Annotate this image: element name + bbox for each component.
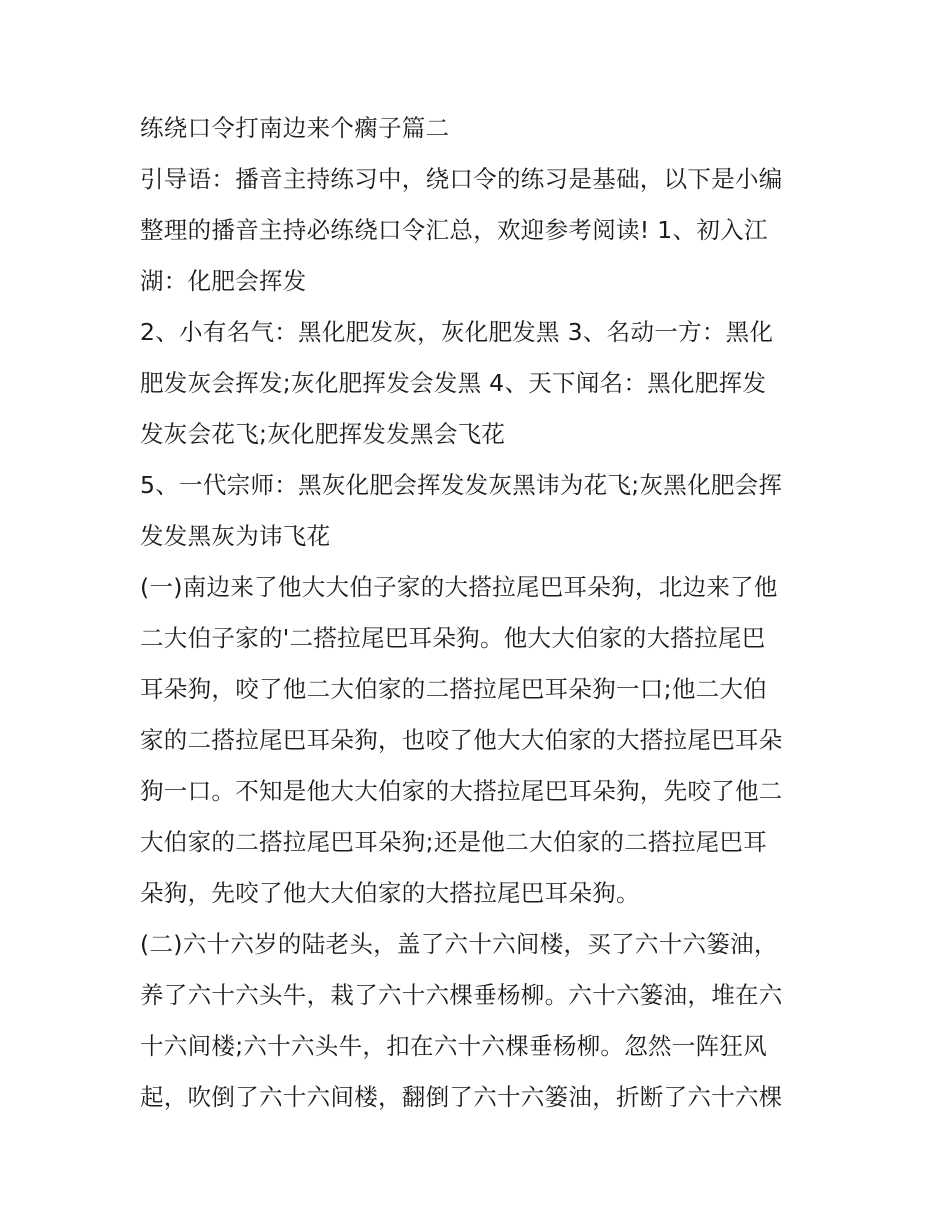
text-line: 肥发灰会挥发;灰化肥挥发会发黑 4、天下闻名：黑化肥挥发 (140, 369, 767, 397)
text-line: 狗一口。不知是他大大伯家的大搭拉尾巴耳朵狗，先咬了他二 (140, 777, 783, 805)
document-body (140, 103, 820, 1123)
text-line: 起，吹倒了六十六间楼，翻倒了六十六篓油，折断了六十六棵 (140, 1083, 783, 1111)
text-line: 二大伯子家的'二搭拉尾巴耳朵狗。他大大伯家的大搭拉尾巴 (140, 624, 766, 652)
text-line: 湖：化肥会挥发 (140, 267, 307, 295)
text-line: 5、一代宗师：黑灰化肥会挥发发灰黑讳为花飞;灰黑化肥会挥 (140, 471, 783, 499)
document-title: 练绕口令打南边来个瘸子篇二 (140, 114, 450, 142)
text-line: 耳朵狗，咬了他二大伯家的二搭拉尾巴耳朵狗一口;他二大伯 (140, 675, 768, 703)
text-line: 整理的播音主持必练绕口令汇总，欢迎参考阅读! 1、初入江 (140, 216, 768, 244)
text-line: (二)六十六岁的陆老头，盖了六十六间楼，买了六十六篓油， (140, 930, 778, 958)
text-line: 朵狗，先咬了他大大伯家的大搭拉尾巴耳朵狗。 (140, 879, 640, 907)
text-line: 引导语：播音主持练习中，绕口令的练习是基础，以下是小编 (140, 165, 783, 193)
text-line: 家的二搭拉尾巴耳朵狗，也咬了他大大伯家的大搭拉尾巴耳朵 (140, 726, 783, 754)
text-line: 养了六十六头牛，栽了六十六棵垂杨柳。六十六篓油，堆在六 (140, 981, 783, 1009)
text-line: 2、小有名气：黑化肥发灰，灰化肥发黑 3、名动一方：黑化 (140, 318, 774, 346)
text-line: (一)南边来了他大大伯子家的大搭拉尾巴耳朵狗，北边来了他 (140, 573, 778, 601)
text-line: 十六间楼;六十六头牛，扣在六十六棵垂杨柳。忽然一阵狂风 (140, 1032, 768, 1060)
text-line: 发发黑灰为讳飞花 (140, 522, 331, 550)
text-line: 发灰会花飞;灰化肥挥发发黑会飞花 (140, 420, 506, 448)
text-line: 大伯家的二搭拉尾巴耳朵狗;还是他二大伯家的二搭拉尾巴耳 (140, 828, 768, 856)
